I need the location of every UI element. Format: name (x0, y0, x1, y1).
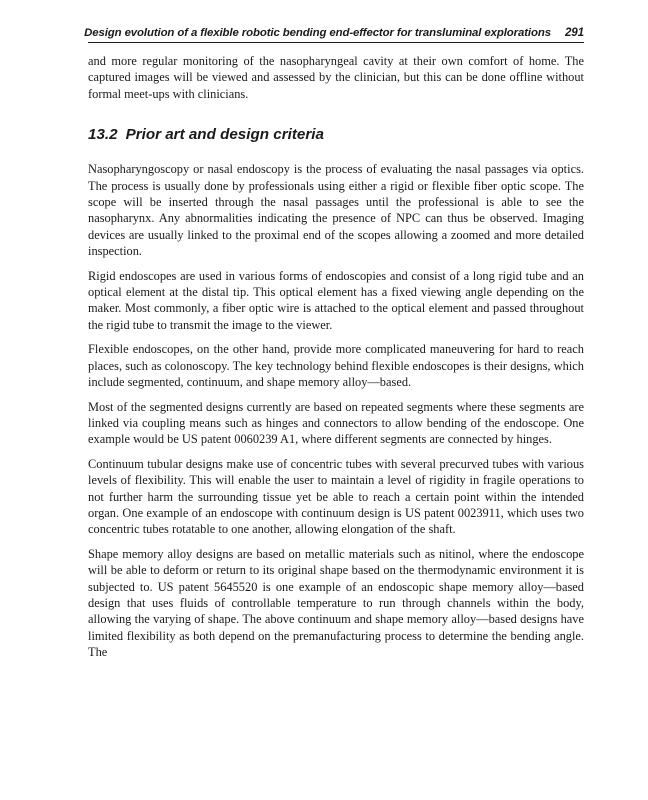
paragraph-continuum-designs: Continuum tubular designs make use of concentric tubes with several precurved tubes with various levels of flexibility. This will enable the user to maintain a level of rigidity in fragile operations to not further harm the surrounding tissue yet be able to reach a certain point within the intended organ. One example of an endoscope with continuum design is US patent 0023911, which uses two concentric tubes rotatable to one another, allowing elongation of the shaft. (88, 456, 584, 537)
running-header (84, 26, 584, 43)
paragraph-segmented-designs: Most of the segmented designs currently are based on repeated segments where these segments are linked via coupling means such as hinges and connectors to allow bending of the endoscope. One example would be US patent 0060239 A1, where different segments are connected by hinges. (88, 399, 584, 447)
paragraph-shape-memory-alloy: Shape memory alloy designs are based on metallic materials such as nitinol, where the endoscope will be able to deform or return to its original shape based on the thermodynamic environment it is subjected to. US patent 5645520 is one example of an endoscopic shape memory alloy—based design that uses fluids of controllable temperature to run through channels within the body, allowing the varying of shape. The above continuum and shape memory alloy—based designs have limited flexibility as both depend on the premanufacturing process to determine the bending angle. The (88, 546, 584, 660)
page-number: 291 (564, 26, 584, 39)
document-page (84, 26, 584, 669)
running-title: Design evolution of a flexible robotic bending end-effector for transluminal explorations (84, 27, 551, 39)
intro-paragraph: and more regular monitoring of the nasopharyngeal cavity at their own comfort of home. The captured images will be viewed and assessed by the clinician, but this can be done offline without formal meet-ups with clinicians. (88, 54, 584, 101)
section-number: 13.2 (88, 126, 118, 144)
paragraph-rigid-endoscopes: Rigid endoscopes are used in various forms of endoscopies and consist of a long rigid tube and an optical element at the distal tip. This optical element has a fixed viewing angle depending on the maker. Most commonly, a fiber optic wire is attached to the optical element and passed throughout the rigid tube to transmit the image to the viewer. (88, 268, 584, 332)
section-title: Prior art and design criteria (125, 126, 324, 144)
paragraph-nasopharyngoscopy: Nasopharyngoscopy or nasal endoscopy is the process of evaluating the nasal passages via optics. The process is usually done by professionals using either a rigid or flexible fiber optic scope. The scope will be inserted through the nasal passages until the professional is able to see the nasopharynx. Any abnormalities indicating the presence of NPC can thus be observed. Imaging devices are usually linked to the proximal end of the scopes allowing a zoomed and more detailed inspection. (88, 162, 584, 259)
paragraph-flexible-endoscopes: Flexible endoscopes, on the other hand, provide more complicated maneuvering for hard to reach places, such as colonoscopy. The key technology behind flexible endoscopes is their designs, which include segmented, continuum, and shape memory alloy—based. (88, 342, 584, 390)
section-heading (88, 126, 584, 143)
